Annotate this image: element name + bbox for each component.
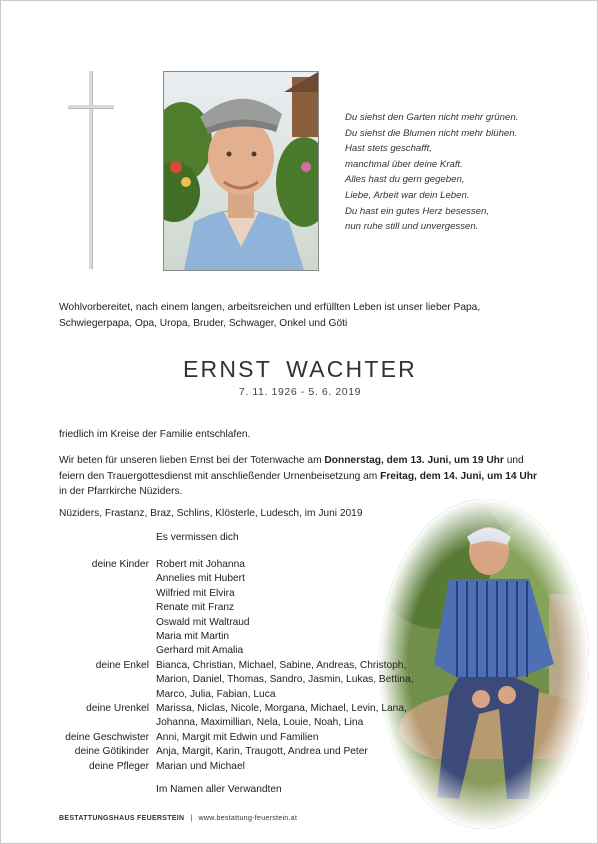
family-group-grandchildren <box>59 659 419 702</box>
family-line: Renate mit Franz <box>156 602 235 614</box>
intro-line: Schwiegerpapa, Opa, Uropa, Bruder, Schwager, Onkel und Göti <box>59 318 348 329</box>
cross-icon <box>68 71 114 269</box>
family-line: Bianca, Christian, Michael, Sabine, Andreas, Christoph, <box>156 659 407 671</box>
funeral-date: Freitag, dem 14. Juni, um 14 Uhr <box>380 470 537 482</box>
family-line: Marco, Julia, Fabian, Luca <box>156 688 276 700</box>
poem-line: Alles hast du gern gegeben, <box>345 174 465 186</box>
family-line: Oswald mit Waltraud <box>156 616 250 628</box>
family-line: Gerhard mit Amalia <box>156 645 244 657</box>
family-label: deine Geschwister <box>65 731 149 743</box>
family-line: Johanna, Maximillian, Nela, Louie, Noah, Lina <box>156 717 364 729</box>
place-date: Nüziders, Frastanz, Braz, Schlins, Klösterle, Ludesch, im Juni 2019 <box>59 508 363 519</box>
poem-line: Du hast ein gutes Herz besessen, <box>345 205 489 217</box>
service-line: in der Pfarrkirche Nüziders. <box>59 486 183 497</box>
family-group-godchildren <box>59 745 419 759</box>
poem <box>345 110 575 235</box>
service-line: feiern den Trauergottesdienst mit anschließender Urnenbeisetzung am Freitag, dem 14. Juni, um 14 Uhr <box>59 470 537 482</box>
deceased-name: ERNST WACHTER <box>183 356 417 382</box>
poem-line: Liebe, Arbeit war dein Leben. <box>345 189 470 201</box>
poem-line: nun ruhe still und unvergessen. <box>345 221 479 233</box>
family-line: Marissa, Niclas, Nicole, Morgana, Michael, Levin, Lana, <box>156 703 407 715</box>
life-dates: 7. 11. 1926 - 5. 6. 2019 <box>238 386 362 398</box>
footer-separator: | <box>190 815 193 822</box>
poem-line: Hast stets geschafft, <box>345 143 432 155</box>
family-line: Maria mit Martin <box>156 631 230 643</box>
family-line: Anja, Margit, Karin, Traugott, Andrea und Peter <box>156 746 368 758</box>
poem-line: manchmal über deine Kraft. <box>345 158 463 170</box>
family-group-children <box>59 558 419 659</box>
family-line: Anni, Margit mit Edwin und Familien <box>156 731 319 743</box>
portrait-photo <box>163 71 319 271</box>
passing-text: friedlich im Kreise der Familie entschlafen. <box>59 429 251 440</box>
website-link[interactable]: www.bestattung-feuerstein.at <box>198 815 298 822</box>
family-line: Robert mit Johanna <box>156 559 245 570</box>
service-line: Wir beten für unseren lieben Ernst bei der Totenwache am Donnerstag, dem 13. Juni, um 19 Uhr und <box>59 455 524 466</box>
family-list <box>59 558 419 774</box>
funeral-home-name: BESTATTUNGSHAUS FEUERSTEIN <box>59 815 185 822</box>
family-label: deine Urenkel <box>86 703 149 715</box>
wake-date: Donnerstag, dem 13. Juni, um 19 Uhr <box>324 455 504 466</box>
family-label: deine Götikinder <box>74 746 149 758</box>
poem-line: Du siehst die Blumen nicht mehr blühen. <box>345 127 518 139</box>
intro-text <box>59 300 529 332</box>
family-group-great-grandchildren <box>59 702 419 731</box>
family-line: Marian und Michael <box>156 760 245 772</box>
family-line: Annelies mit Hubert <box>156 573 245 585</box>
family-line: Wilfried mit Elvira <box>156 587 235 599</box>
family-group-siblings <box>59 731 419 745</box>
family-label: deine Kinder <box>91 559 149 570</box>
family-group-carers <box>59 760 419 774</box>
intro-line: Wohlvorbereitet, nach einem langen, arbeitsreichen und erfüllten Leben ist unser lieber Papa, <box>59 302 481 313</box>
all-relatives-text: Im Namen aller Verwandten <box>156 784 282 795</box>
family-line: Marion, Daniel, Thomas, Sandro, Jasmin, Lukas, Bettina, <box>156 674 414 686</box>
family-label: deine Pfleger <box>88 760 149 772</box>
service-text <box>59 453 549 500</box>
family-label: deine Enkel <box>95 659 149 671</box>
we-miss-text: Es vermissen dich <box>156 532 239 543</box>
footer <box>59 815 297 822</box>
poem-line: Du siehst den Garten nicht mehr grünen. <box>345 112 519 123</box>
